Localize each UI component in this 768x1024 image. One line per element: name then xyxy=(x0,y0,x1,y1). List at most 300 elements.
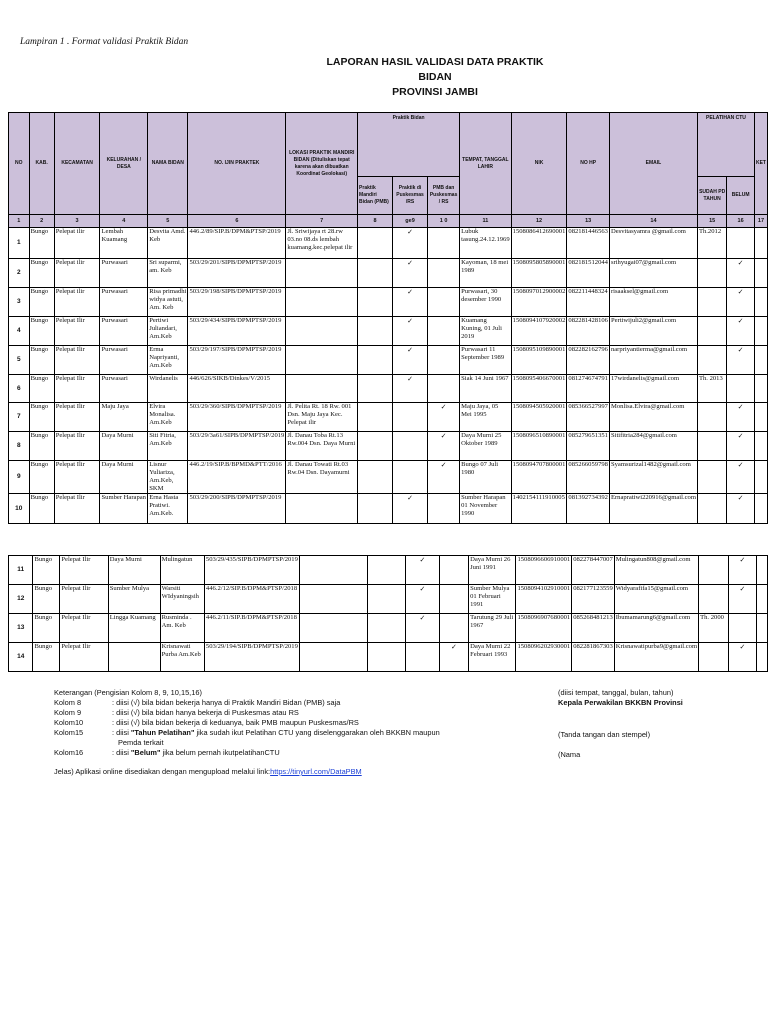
cell-ket xyxy=(754,288,767,317)
cell-no: 2 xyxy=(9,259,30,288)
cell-kelurahan: Lembah Kuamang xyxy=(100,228,148,259)
cell-pmb-puskesmas: ✓ xyxy=(428,432,460,461)
cell-sudah xyxy=(699,585,729,614)
cell-no: 13 xyxy=(9,614,33,643)
cell-ttl: Tarutung 29 Juli 1967 xyxy=(469,614,516,643)
cell-pmb xyxy=(358,432,393,461)
keterangan-heading: Keterangan (Pengisian Kolom 8, 9, 10,15,16) xyxy=(54,688,202,697)
cell-pmb-puskesmas xyxy=(428,317,460,346)
cell-pmb xyxy=(358,461,393,494)
signature-date-note: (diisi tempat, tanggal, bulan, tahun) xyxy=(558,688,674,697)
cell-ttl: Lubuk tasung.24.12.1969 xyxy=(460,228,512,259)
cell-ket xyxy=(754,346,767,375)
cell-no-izin: 503/29/197/SIPB/DPMPTSP/2019 xyxy=(188,346,286,375)
table-row xyxy=(9,432,768,461)
cell-no-izin: 503/29/360/SIPB/DPMPTSP/2019 xyxy=(188,403,286,432)
cell-sudah xyxy=(697,317,726,346)
cell-no-hp: 082282162796 xyxy=(567,346,610,375)
cell-nik: 1508096907680001 xyxy=(516,614,572,643)
cell-no-izin: 503/29/194/SIPB/DPMPTSP/2019 xyxy=(204,643,299,672)
cell-pmb-puskesmas xyxy=(439,556,468,585)
cell-no-hp: 081392734392 xyxy=(567,494,610,524)
cell-nama-bidan: Siti Fitria, Am.Keb xyxy=(148,432,188,461)
cell-nik: 1508096606910001 xyxy=(516,556,572,585)
cell-email: Pertiwijuli2@gmail.com xyxy=(609,317,697,346)
cell-ket xyxy=(754,317,767,346)
cell-kab: Bungo xyxy=(29,375,54,403)
cell-lokasi xyxy=(286,375,358,403)
cell-belum xyxy=(727,375,755,403)
validation-table-page-1 xyxy=(8,112,768,524)
cell-lokasi xyxy=(286,288,358,317)
cell-no-hp: 085268481213 xyxy=(572,614,615,643)
cell-kelurahan: Purwasari xyxy=(100,346,148,375)
cell-no-hp: 082278447007 xyxy=(572,556,615,585)
cell-ket xyxy=(757,643,768,672)
header-ttl: TEMPAT, TANGGAL LAHIR xyxy=(460,113,512,215)
cell-pmb xyxy=(358,375,393,403)
cell-no-izin: 446.2/19/SIP.B/BPMD&PTT/2016 xyxy=(188,461,286,494)
cell-no-izin: 503/29/201/SIPB/DPMPTSP/2019 xyxy=(188,259,286,288)
cell-no-hp: 082177123559 xyxy=(572,585,615,614)
table-row xyxy=(9,317,768,346)
cell-no-hp: 082211448324 xyxy=(567,288,610,317)
cell-kab: Bungo xyxy=(29,403,54,432)
cell-nama-bidan: Desvita Amd. Keb xyxy=(148,228,188,259)
cell-ket xyxy=(754,432,767,461)
header-pelatihan-ctu: PELATIHAN CTU xyxy=(697,113,754,177)
header-nama-bidan: NAMA BIDAN xyxy=(148,113,188,215)
cell-pmb xyxy=(358,317,393,346)
cell-no-hp: 085366527997 xyxy=(567,403,610,432)
cell-ket xyxy=(757,556,768,585)
cell-kelurahan: Purwasari xyxy=(100,317,148,346)
cell-puskesmas: ✓ xyxy=(393,346,428,375)
cell-no-izin: 446.2/89/SIP.B/DPM&PTSP/2019 xyxy=(188,228,286,259)
cell-kab: Bungo xyxy=(29,317,54,346)
title-line-2: BIDAN xyxy=(418,71,452,83)
cell-kelurahan: Purwasari xyxy=(100,288,148,317)
cell-belum: ✓ xyxy=(728,643,757,672)
cell-kecamatan: Pelepat Ilir xyxy=(60,614,108,643)
signature-stamp-note: (Tanda tangan dan stempel) xyxy=(558,730,651,739)
cell-no-izin: 446.2/11/SIP.B/DPM&PTSP/2018 xyxy=(204,614,299,643)
cell-puskesmas xyxy=(406,643,440,672)
cell-ttl: Sumber Mulya 01 Februari 1991 xyxy=(469,585,516,614)
cell-kelurahan: Maju Jaya xyxy=(100,403,148,432)
cell-no-izin: 503/29/3a61/SIPB/DPMPTSP/2019 xyxy=(188,432,286,461)
cell-nik: 1508086412690001 xyxy=(511,228,567,259)
cell-pmb xyxy=(368,556,406,585)
cell-sudah xyxy=(697,461,726,494)
cell-no: 1 xyxy=(9,228,30,259)
cell-puskesmas: ✓ xyxy=(393,494,428,524)
table-row xyxy=(9,556,768,585)
cell-nik: 1508097012900002 xyxy=(511,288,567,317)
cell-kecamatan: Pelepat ilir xyxy=(54,228,100,259)
cell-email: Syamsurizal1482@gmail.com xyxy=(609,461,697,494)
column-number: 8 xyxy=(358,215,393,228)
cell-ket xyxy=(754,228,767,259)
cell-sudah xyxy=(697,346,726,375)
cell-puskesmas xyxy=(393,403,428,432)
cell-no: 4 xyxy=(9,317,30,346)
column-number: 6 xyxy=(188,215,286,228)
cell-puskesmas: ✓ xyxy=(393,375,428,403)
cell-kecamatan: Pelepat Ilir xyxy=(54,494,100,524)
column-number: 1 0 xyxy=(428,215,460,228)
cell-kelurahan: Daya Murni xyxy=(100,432,148,461)
cell-ttl: Kayoman, 18 mei 1989 xyxy=(460,259,512,288)
cell-kecamatan: Pelepat Ilir xyxy=(54,317,100,346)
cell-kab: Bungo xyxy=(33,556,60,585)
cell-sudah xyxy=(697,494,726,524)
cell-puskesmas xyxy=(393,461,428,494)
column-number: 16 xyxy=(727,215,755,228)
cell-email: Ibumamarung6@gmail.com xyxy=(614,614,698,643)
cell-sudah xyxy=(699,643,729,672)
cell-sudah xyxy=(697,288,726,317)
cell-kab: Bungo xyxy=(33,614,60,643)
keterangan-kolom15-line2: Pemda terkait xyxy=(118,738,164,747)
cell-belum: ✓ xyxy=(727,494,755,524)
title-line-3: PROVINSI JAMBI xyxy=(392,86,478,98)
keterangan-kolom8: Kolom 8 : diisi (√) bila bidan bekerja hanya di Praktik Mandiri Bidan (PMB) saja xyxy=(54,698,341,707)
column-number: 12 xyxy=(511,215,567,228)
cell-pmb xyxy=(368,585,406,614)
table-row xyxy=(9,403,768,432)
cell-ttl: Sumber Harapan 01 November 1990 xyxy=(460,494,512,524)
column-number: 1 xyxy=(9,215,30,228)
cell-kab: Bungo xyxy=(29,494,54,524)
cell-no-hp: 085279651351 xyxy=(567,432,610,461)
cell-puskesmas: ✓ xyxy=(393,288,428,317)
header-belum: BELUM xyxy=(727,177,755,215)
jelas-line: Jelas) Aplikasi online disediakan dengan mengupload melalui link:https://tinyurl.com/DataPBM xyxy=(54,767,362,776)
cell-nama-bidan: Warsiti WIdyaningsih xyxy=(160,585,204,614)
cell-ket xyxy=(757,614,768,643)
cell-kelurahan: Sumber Harapan xyxy=(100,494,148,524)
cell-ttl: Purwasari, 30 desember 1990 xyxy=(460,288,512,317)
header-nik: NIK xyxy=(511,113,567,215)
title-line-1: LAPORAN HASIL VALIDASI DATA PRAKTIK xyxy=(326,56,544,68)
cell-pmb-puskesmas: ✓ xyxy=(428,403,460,432)
cell-kab: Bungo xyxy=(29,461,54,494)
cell-nama-bidan: Pertiwi Juliandari, Am.Keb xyxy=(148,317,188,346)
cell-kecamatan: Pelepat Ilir xyxy=(60,643,108,672)
lampiran-label: Lampiran 1 . Format validasi Praktik Bidan xyxy=(20,37,189,47)
cell-lokasi xyxy=(286,259,358,288)
data-pbm-link[interactable]: https://tinyurl.com/DataPBM xyxy=(270,767,362,776)
report-title xyxy=(300,55,570,100)
keterangan-kolom16: Kolom16 : diisi "Belum" jika belum pernah ikutpelatihanCTU xyxy=(54,748,280,757)
cell-sudah: Th.2012 xyxy=(697,228,726,259)
cell-lokasi xyxy=(299,643,367,672)
cell-pmb xyxy=(358,494,393,524)
cell-no-izin: 503/29/435/SIPB/DPMPTSP/2019 xyxy=(204,556,299,585)
column-number: 3 xyxy=(54,215,100,228)
cell-ttl: Bungo 07 Juli 1980 xyxy=(460,461,512,494)
cell-kab: Bungo xyxy=(29,432,54,461)
cell-lokasi: Jl. Pelita Rt. 18 Rw. 001 Dsn. Maju Jaya Kec. Pelepat ilir xyxy=(286,403,358,432)
column-number: 11 xyxy=(460,215,512,228)
cell-pmb xyxy=(358,346,393,375)
cell-pmb-puskesmas xyxy=(439,585,468,614)
cell-kelurahan: Sumber Mulya xyxy=(108,585,160,614)
cell-no-izin: 503/29/200/SIPB/DPMPTSP/2019 xyxy=(188,494,286,524)
cell-pmb-puskesmas xyxy=(428,494,460,524)
cell-nik: 1402154111910005 xyxy=(511,494,567,524)
cell-kelurahan: Purwasari xyxy=(100,259,148,288)
cell-nik: 1508095805890001 xyxy=(511,259,567,288)
column-number: 2 xyxy=(29,215,54,228)
header-kab: KAB. xyxy=(29,113,54,215)
cell-nama-bidan: Rusminda . Am. Keb xyxy=(160,614,204,643)
keterangan-kolom10: Kolom10 : diisi (√) bila bidan bekerja di keduanya, baik PMB maupun Puskesmas/RS xyxy=(54,718,359,727)
validation-table-page-2 xyxy=(8,555,768,672)
cell-no-hp: 082281867303 xyxy=(572,643,615,672)
cell-puskesmas: ✓ xyxy=(393,228,428,259)
cell-no-izin: 503/29/198/SIPB/DPMPTSP/2019 xyxy=(188,288,286,317)
cell-no-hp: 081274674791 xyxy=(567,375,610,403)
cell-nama-bidan: Elvira Monalisa. Am.Keb xyxy=(148,403,188,432)
cell-sudah: Th. 2000 xyxy=(699,614,729,643)
cell-kab: Bungo xyxy=(33,585,60,614)
cell-kab: Bungo xyxy=(29,346,54,375)
table-row xyxy=(9,228,768,259)
cell-no-izin: 503/29/434/SIPB/DPMPTSP/2019 xyxy=(188,317,286,346)
table-row xyxy=(9,375,768,403)
cell-kab: Bungo xyxy=(29,288,54,317)
cell-puskesmas: ✓ xyxy=(393,259,428,288)
cell-kecamatan: Pelepat Ilir xyxy=(54,461,100,494)
cell-nik: 1508094102910001 xyxy=(516,585,572,614)
cell-email: Ernapratiwi220916@gmail.com xyxy=(609,494,697,524)
cell-lokasi xyxy=(299,556,367,585)
cell-no: 3 xyxy=(9,288,30,317)
cell-kelurahan: Lingga Kuamang xyxy=(108,614,160,643)
cell-sudah xyxy=(697,259,726,288)
cell-pmb-puskesmas xyxy=(439,614,468,643)
cell-email: srihyugai07@gmail.com xyxy=(609,259,697,288)
cell-pmb-puskesmas xyxy=(428,259,460,288)
cell-ttl: Siak 14 Juni 1967 xyxy=(460,375,512,403)
keterangan-kolom15: Kolom15 : diisi "Tahun Pelatihan" jika sudah ikut Pelatihan CTU yang diselenggarakan oleh BKKBN maupun xyxy=(54,728,440,737)
cell-kecamatan: Pelepat Ilir xyxy=(54,432,100,461)
signature-name-note: (Nama xyxy=(558,750,581,759)
header-no-hp: NO HP xyxy=(567,113,610,215)
cell-ttl: Daya Murni 26 Juni 1991 xyxy=(469,556,516,585)
header-kelurahan: KELURAHAN / DESA xyxy=(100,113,148,215)
cell-ttl: Maju Jaya, 05 Mei 1995 xyxy=(460,403,512,432)
column-number: 15 xyxy=(697,215,726,228)
cell-pmb-puskesmas: ✓ xyxy=(439,643,468,672)
cell-nik: 1508095406670001 xyxy=(511,375,567,403)
column-number: 17 xyxy=(754,215,767,228)
cell-no: 5 xyxy=(9,346,30,375)
cell-ket xyxy=(757,585,768,614)
cell-pmb xyxy=(358,403,393,432)
cell-pmb xyxy=(358,259,393,288)
cell-email: Sitifitria284@gmail.com xyxy=(609,432,697,461)
cell-belum: ✓ xyxy=(728,556,757,585)
cell-belum: ✓ xyxy=(727,403,755,432)
signature-block xyxy=(558,688,758,760)
cell-no: 8 xyxy=(9,432,30,461)
cell-nama-bidan: Lisnur Yuliariza, Am.Keb, SKM xyxy=(148,461,188,494)
cell-puskesmas: ✓ xyxy=(406,585,440,614)
cell-lokasi: Jl. Sriwijaya rt 28.rw 03.no 08.ds lembah kuamang.kec.pelepat ilir xyxy=(286,228,358,259)
header-row-1 xyxy=(9,113,768,177)
table-row xyxy=(9,494,768,524)
cell-nik: 1508096510890001 xyxy=(511,432,567,461)
cell-lokasi: Jl. Danau Towati Rt.03 Rw.04 Dsn. Dayamurni xyxy=(286,461,358,494)
cell-no: 12 xyxy=(9,585,33,614)
cell-sudah xyxy=(697,432,726,461)
cell-belum: ✓ xyxy=(728,585,757,614)
cell-kelurahan xyxy=(108,643,160,672)
cell-kecamatan: Pelepat ilir xyxy=(54,288,100,317)
cell-nama-bidan: Krisnawati Purba Am.Keb xyxy=(160,643,204,672)
cell-pmb-puskesmas xyxy=(428,228,460,259)
cell-belum xyxy=(727,228,755,259)
header-pmb-puskesmas: PMB dan Puskesmas / RS xyxy=(428,177,460,215)
header-ket: KET xyxy=(754,113,767,215)
cell-nama-bidan: Mulingatun xyxy=(160,556,204,585)
cell-belum: ✓ xyxy=(727,461,755,494)
cell-puskesmas: ✓ xyxy=(406,614,440,643)
cell-ket xyxy=(754,259,767,288)
header-lokasi: LOKASI PRAKTIK MANDIRI BIDAN (Dituliskan tepat karena akan dibuatkan Koordinat Geolokasi) xyxy=(286,113,358,215)
cell-ttl: Purwasari 11 September 1989 xyxy=(460,346,512,375)
table-row xyxy=(9,346,768,375)
cell-lokasi xyxy=(299,585,367,614)
cell-lokasi: Jl. Danau Toba Rt.13 Rw.004 Dsn. Daya Murni xyxy=(286,432,358,461)
cell-email: 17wirdanelis@gmail.com xyxy=(609,375,697,403)
cell-kelurahan: Purwasari xyxy=(100,375,148,403)
cell-belum: ✓ xyxy=(727,432,755,461)
cell-pmb-puskesmas: ✓ xyxy=(428,461,460,494)
cell-ttl: Daya Murni 22 Februari 1993 xyxy=(469,643,516,672)
column-number: 14 xyxy=(609,215,697,228)
column-number: 4 xyxy=(100,215,148,228)
cell-email: Krisnawatipurba9@gmail.com xyxy=(614,643,698,672)
cell-kecamatan: Pelepat Ilir xyxy=(54,403,100,432)
cell-kecamatan: Pelepat Ilir xyxy=(54,375,100,403)
table-row xyxy=(9,643,768,672)
cell-no-hp: 082181446563 xyxy=(567,228,610,259)
cell-lokasi xyxy=(299,614,367,643)
cell-ket xyxy=(754,461,767,494)
keterangan-kolom9: Kolom 9 : diisi (√) bila bidan hanya bekerja di Puskesmas atau RS xyxy=(54,708,299,717)
cell-no-izin: 446/626/SIKB/Dinkes/V/2015 xyxy=(188,375,286,403)
cell-belum: ✓ xyxy=(727,317,755,346)
table-row xyxy=(9,585,768,614)
header-sudah: SUDAH PD TAHUN xyxy=(697,177,726,215)
cell-puskesmas: ✓ xyxy=(393,317,428,346)
cell-email: narpriyantierma@gmail.com xyxy=(609,346,697,375)
cell-sudah: Th. 2013 xyxy=(697,375,726,403)
cell-pmb xyxy=(358,288,393,317)
cell-no-hp: 085266059798 xyxy=(567,461,610,494)
cell-email: risaaksel@gmail.com xyxy=(609,288,697,317)
cell-belum: ✓ xyxy=(727,346,755,375)
cell-no-hp: 082281428106 xyxy=(567,317,610,346)
cell-no: 9 xyxy=(9,461,30,494)
cell-lokasi xyxy=(286,346,358,375)
cell-belum: ✓ xyxy=(727,259,755,288)
cell-no: 10 xyxy=(9,494,30,524)
cell-nama-bidan: Erma Napriyanti, Am.Keb xyxy=(148,346,188,375)
cell-sudah xyxy=(699,556,729,585)
header-no-izin: NO. IJIN PRAKTEK xyxy=(188,113,286,215)
header-kecamatan: KECAMATAN xyxy=(54,113,100,215)
table-row xyxy=(9,461,768,494)
cell-lokasi xyxy=(286,494,358,524)
header-praktik-bidan: Praktik Bidan xyxy=(358,113,460,177)
cell-nik: 1508094107920002 xyxy=(511,317,567,346)
cell-no: 7 xyxy=(9,403,30,432)
cell-pmb xyxy=(368,614,406,643)
cell-belum: ✓ xyxy=(727,288,755,317)
cell-email: Monlisa.Elvira@gmail.com xyxy=(609,403,697,432)
cell-pmb-puskesmas xyxy=(428,346,460,375)
cell-kab: Bungo xyxy=(29,228,54,259)
cell-no: 14 xyxy=(9,643,33,672)
cell-pmb xyxy=(358,228,393,259)
cell-nik: 1508096202930001 xyxy=(516,643,572,672)
cell-nama-bidan: Sri suparmi, am. Keb xyxy=(148,259,188,288)
cell-sudah xyxy=(697,403,726,432)
cell-pmb-puskesmas xyxy=(428,375,460,403)
cell-kelurahan: Daya Murni xyxy=(100,461,148,494)
table-row xyxy=(9,288,768,317)
cell-puskesmas xyxy=(393,432,428,461)
cell-no-hp: 082181512044 xyxy=(567,259,610,288)
cell-email: Desvitasyamra @gmail.com xyxy=(609,228,697,259)
column-number-row xyxy=(9,215,768,228)
cell-nama-bidan: Erna Hasta Pratiwi. Am.Keb. xyxy=(148,494,188,524)
cell-ket xyxy=(754,494,767,524)
column-number: 5 xyxy=(148,215,188,228)
keterangan-block xyxy=(54,688,524,758)
header-email: EMAIL xyxy=(609,113,697,215)
cell-no-izin: 446.2/12/SIP.B/DPM&PTSP/2018 xyxy=(204,585,299,614)
column-number: 7 xyxy=(286,215,358,228)
cell-nik: 1508095109890001 xyxy=(511,346,567,375)
cell-kab: Bungo xyxy=(29,259,54,288)
cell-no: 11 xyxy=(9,556,33,585)
column-number: 13 xyxy=(567,215,610,228)
cell-pmb xyxy=(368,643,406,672)
cell-puskesmas: ✓ xyxy=(406,556,440,585)
cell-kecamatan: Pelepat Ilir xyxy=(60,556,108,585)
cell-kecamatan: Pelepat ilir xyxy=(54,259,100,288)
cell-kelurahan: Daya Murni xyxy=(108,556,160,585)
cell-lokasi xyxy=(286,317,358,346)
table-row xyxy=(9,259,768,288)
cell-ket xyxy=(754,375,767,403)
cell-nama-bidan: Wirdanelis xyxy=(148,375,188,403)
cell-pmb-puskesmas xyxy=(428,288,460,317)
header-pmb: Praktik Mandiri Bidan (PMB) xyxy=(358,177,393,215)
table-row xyxy=(9,614,768,643)
cell-email: Widyarafifa15@gmail.com xyxy=(614,585,698,614)
header-no: NO xyxy=(9,113,30,215)
cell-belum xyxy=(728,614,757,643)
cell-kecamatan: Pelepat Ilir xyxy=(60,585,108,614)
cell-ttl: Daya Murni 25 Oktober 1989 xyxy=(460,432,512,461)
